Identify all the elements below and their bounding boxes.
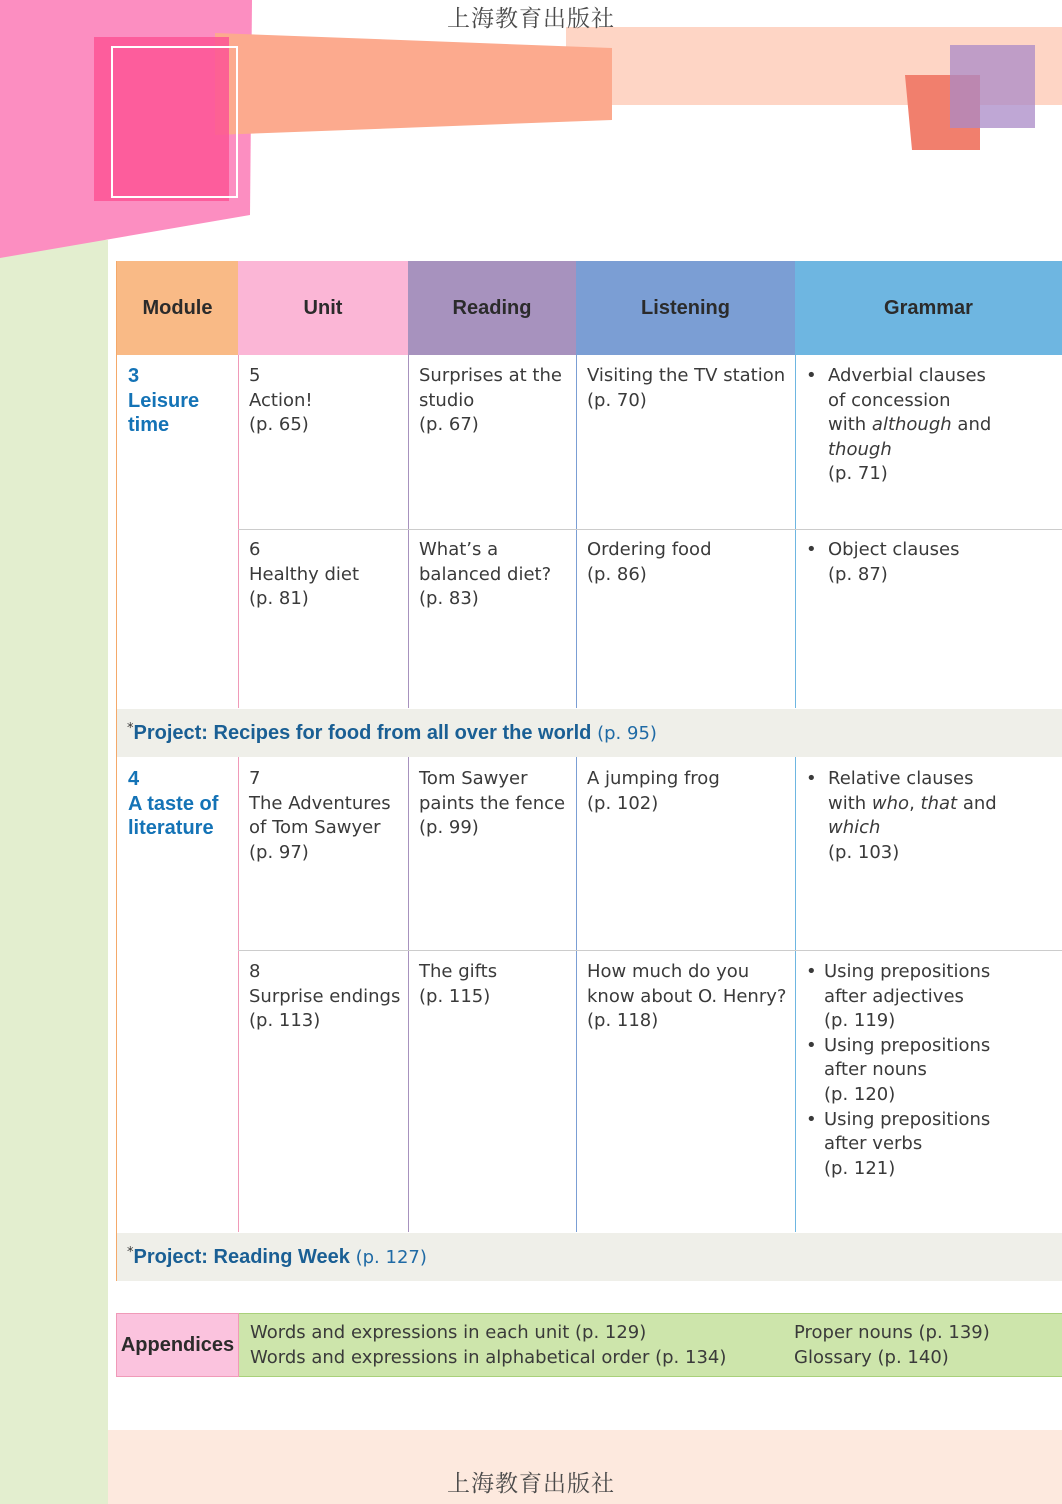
project-row: *Project: Recipes for food from all over the world (p. 95) [117, 709, 1062, 757]
grammar-item: • Using prepositions after adjectives (p. 119) [806, 961, 991, 1032]
module-title: time [128, 414, 170, 437]
reading-cell: Tom Sawyer paints the fence (p. 99) [419, 768, 566, 839]
module-number: 4 [128, 768, 140, 790]
appendices-col2 [794, 1321, 990, 1370]
project-title: Project: Recipes for food from all over the world [133, 722, 592, 744]
unit-title: of Tom Sawyer [249, 817, 381, 839]
unit-title: Healthy diet [249, 563, 360, 585]
unit-title: Action! [249, 389, 313, 411]
publisher-top: 上海教育出版社 [447, 6, 615, 32]
grammar-item: • Relative clauses with who, that and which (p. 103) [806, 768, 997, 863]
project-title: Project: Reading Week [133, 1246, 350, 1268]
appendices-col1 [250, 1321, 726, 1370]
reading-cell: What’s a balanced diet? (p. 83) [419, 539, 552, 610]
project-row: *Project: Reading Week (p. 127) [117, 1233, 1062, 1281]
unit-5-cell: 5 Action! (p. 65) [238, 356, 408, 438]
grammar-item: • Using prepositions after nouns (p. 120) [806, 1034, 991, 1105]
module-number: 3 [128, 365, 140, 387]
module-3-cell [117, 356, 238, 438]
header-module: Module [117, 261, 238, 355]
header-listening: Listening [576, 261, 795, 355]
listening-cell: Visiting the TV station (p. 70) [587, 365, 786, 411]
appendix-item: Words and expressions in alphabetical order (p. 134) [250, 1346, 727, 1368]
listening-cell: Ordering food (p. 86) [587, 539, 712, 585]
listening-cell: How much do you know about O. Henry? (p. 118) [587, 961, 787, 1032]
header-unit: Unit [238, 261, 408, 355]
unit-title: Surprise endings [249, 985, 401, 1007]
grammar-item: • Object clauses (p. 87) [806, 539, 960, 585]
appendix-item: Glossary (p. 140) [794, 1346, 949, 1368]
appendices-content [239, 1313, 1062, 1377]
appendices-label: Appendices [116, 1313, 239, 1377]
header-grammar: Grammar [795, 261, 1062, 355]
grammar-cell [795, 530, 1062, 587]
unit-7-cell: 7 The Adventures of Tom Sawyer (p. 97) [238, 759, 408, 865]
module-4-cell [117, 759, 238, 841]
listening-cell: A jumping frog (p. 102) [587, 768, 720, 814]
appendix-item: Words and expressions in each unit (p. 129) [250, 1322, 647, 1343]
row-divider [238, 950, 1062, 951]
unit-6-cell: 6 Healthy diet (p. 81) [238, 530, 408, 612]
header-reading: Reading [408, 261, 576, 355]
grammar-item: • Using prepositions after verbs (p. 121) [806, 1108, 991, 1179]
reading-cell: The gifts (p. 115) [419, 961, 498, 1007]
reading-cell: Surprises at the studio (p. 67) [419, 365, 562, 436]
grammar-cell [795, 952, 1062, 1181]
grammar-cell [795, 759, 1062, 865]
unit-8-cell: 8 Surprise endings (p. 113) [238, 952, 408, 1034]
appendix-item: Proper nouns (p. 139) [794, 1322, 990, 1343]
grammar-cell [795, 356, 1062, 487]
module-title: literature [128, 817, 214, 840]
module-title: A taste of [128, 792, 219, 815]
publisher-bottom: 上海教育出版社 [447, 1471, 615, 1497]
grammar-item: • Adverbial clauses of concession with although and though (p. 71) [806, 365, 992, 485]
unit-title: The Adventures [249, 792, 391, 814]
module-title: Leisure [128, 389, 200, 412]
